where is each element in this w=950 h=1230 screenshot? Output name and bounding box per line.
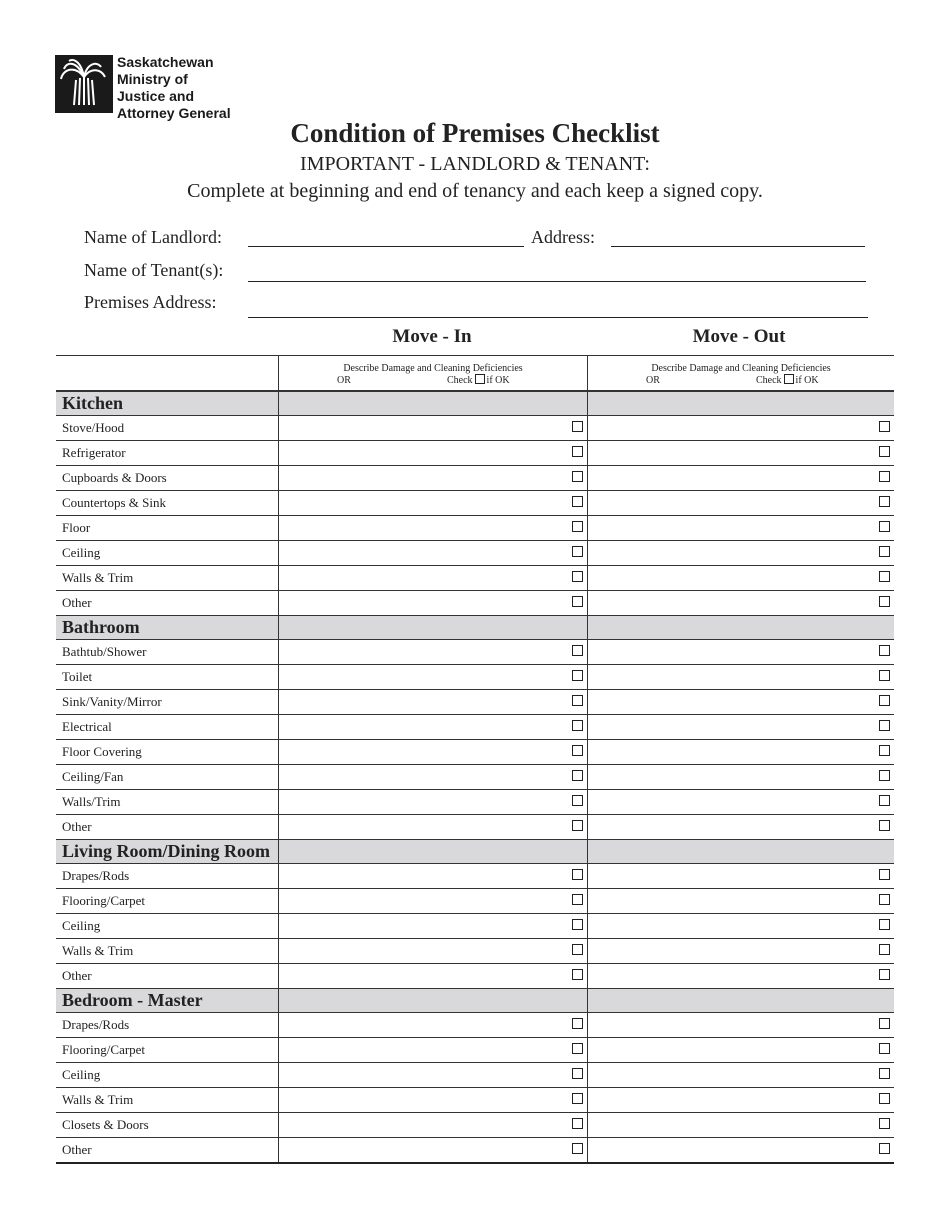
- move-out-description-field[interactable]: [588, 964, 895, 989]
- item-label: Walls & Trim: [56, 939, 279, 964]
- section-move-out-cell: [588, 989, 895, 1013]
- move-out-description-field[interactable]: [588, 939, 895, 964]
- item-label: Closets & Doors: [56, 1113, 279, 1138]
- checklist-row: [56, 715, 894, 740]
- move-in-description-field[interactable]: [279, 1038, 588, 1063]
- item-label: Refrigerator: [56, 441, 279, 466]
- move-out-description-field[interactable]: [588, 1088, 895, 1113]
- move-in-ok-checkbox[interactable]: [572, 695, 583, 706]
- item-label: Ceiling/Fan: [56, 765, 279, 790]
- item-label: Other: [56, 964, 279, 989]
- move-in-ok-checkbox[interactable]: [572, 1093, 583, 1104]
- move-out-description-field[interactable]: [588, 466, 895, 491]
- move-in-description-field[interactable]: [279, 665, 588, 690]
- move-in-ok-checkbox[interactable]: [572, 496, 583, 507]
- ministry-line: Attorney General: [117, 105, 231, 121]
- section-title: Living Room/Dining Room: [56, 840, 279, 864]
- checklist-row: [56, 566, 894, 591]
- move-out-ok-checkbox[interactable]: [879, 521, 890, 532]
- checklist-row: [56, 640, 894, 665]
- section-move-in-cell: [279, 616, 588, 640]
- section-row: [56, 391, 894, 416]
- move-out-ok-checkbox[interactable]: [879, 919, 890, 930]
- item-label: Flooring/Carpet: [56, 889, 279, 914]
- checklist-row: [56, 416, 894, 441]
- move-in-ok-checkbox[interactable]: [572, 571, 583, 582]
- move-out-description-field[interactable]: [588, 864, 895, 889]
- section-move-out-cell: [588, 391, 895, 416]
- move-in-ok-checkbox[interactable]: [572, 820, 583, 831]
- move-out-ok-checkbox[interactable]: [879, 645, 890, 656]
- checkbox-icon: [475, 374, 485, 384]
- move-in-description-field[interactable]: [279, 914, 588, 939]
- checklist-row: [56, 1063, 894, 1088]
- checklist-row: [56, 889, 894, 914]
- move-out-description-field[interactable]: [588, 1013, 895, 1038]
- page-title: Condition of Premises Checklist: [290, 118, 660, 148]
- move-in-ok-checkbox[interactable]: [572, 521, 583, 532]
- move-out-description-field[interactable]: [588, 690, 895, 715]
- move-in-ok-checkbox[interactable]: [572, 1118, 583, 1129]
- move-out-description-field[interactable]: [588, 516, 895, 541]
- item-label: Floor Covering: [56, 740, 279, 765]
- move-in-description-field[interactable]: [279, 466, 588, 491]
- describe-text: Describe Damage and Cleaning Deficiencies: [651, 363, 831, 374]
- section-title: Kitchen: [56, 391, 279, 416]
- move-in-description-field[interactable]: [279, 1063, 588, 1088]
- move-out-heading: Move - Out: [692, 326, 786, 347]
- move-in-description-field[interactable]: [279, 889, 588, 914]
- check-text: Check: [447, 375, 473, 386]
- move-out-ok-checkbox[interactable]: [879, 1118, 890, 1129]
- section-move-in-cell: [279, 391, 588, 416]
- move-out-description-field[interactable]: [588, 765, 895, 790]
- move-out-description-field[interactable]: [588, 1063, 895, 1088]
- move-in-instructions: [279, 356, 588, 392]
- move-in-description-field[interactable]: [279, 566, 588, 591]
- section-row: [56, 840, 894, 864]
- move-in-ok-checkbox[interactable]: [572, 795, 583, 806]
- move-in-description-field[interactable]: [279, 640, 588, 665]
- item-label: Sink/Vanity/Mirror: [56, 690, 279, 715]
- move-out-ok-checkbox[interactable]: [879, 820, 890, 831]
- checklist-row: [56, 466, 894, 491]
- item-label: Toilet: [56, 665, 279, 690]
- move-in-ok-checkbox[interactable]: [572, 421, 583, 432]
- item-label: Ceiling: [56, 914, 279, 939]
- section-move-out-cell: [588, 616, 895, 640]
- premises-field[interactable]: [248, 317, 868, 318]
- move-out-ok-checkbox[interactable]: [879, 795, 890, 806]
- premises-label: Premises Address:: [84, 292, 217, 312]
- item-label: Bathtub/Shower: [56, 640, 279, 665]
- move-out-description-field[interactable]: [588, 815, 895, 840]
- tenant-label: Name of Tenant(s):: [84, 260, 224, 280]
- address-field[interactable]: [611, 246, 865, 247]
- move-in-ok-checkbox[interactable]: [572, 596, 583, 607]
- move-in-ok-checkbox[interactable]: [572, 1068, 583, 1079]
- move-in-description-field[interactable]: [279, 441, 588, 466]
- move-in-description-field[interactable]: [279, 864, 588, 889]
- move-out-description-field[interactable]: [588, 715, 895, 740]
- move-out-ok-checkbox[interactable]: [879, 869, 890, 880]
- move-out-ok-checkbox[interactable]: [879, 1018, 890, 1029]
- checklist-row: [56, 1113, 894, 1138]
- move-out-ok-checkbox[interactable]: [879, 471, 890, 482]
- move-in-ok-checkbox[interactable]: [572, 919, 583, 930]
- section-title: Bathroom: [56, 616, 279, 640]
- move-in-ok-checkbox[interactable]: [572, 1043, 583, 1054]
- move-out-description-field[interactable]: [588, 566, 895, 591]
- move-in-ok-checkbox[interactable]: [572, 670, 583, 681]
- move-out-ok-checkbox[interactable]: [879, 745, 890, 756]
- move-out-description-field[interactable]: [588, 591, 895, 616]
- ministry-line: Ministry of: [117, 71, 188, 87]
- item-label: Electrical: [56, 715, 279, 740]
- move-out-description-field[interactable]: [588, 640, 895, 665]
- move-in-ok-checkbox[interactable]: [572, 894, 583, 905]
- move-out-ok-checkbox[interactable]: [879, 894, 890, 905]
- move-out-ok-checkbox[interactable]: [879, 1143, 890, 1154]
- move-out-ok-checkbox[interactable]: [879, 421, 890, 432]
- tenant-field[interactable]: [248, 281, 866, 282]
- move-in-ok-checkbox[interactable]: [572, 720, 583, 731]
- move-out-instructions: [588, 356, 895, 392]
- move-in-description-field[interactable]: [279, 964, 588, 989]
- move-in-ok-checkbox[interactable]: [572, 1143, 583, 1154]
- move-out-ok-checkbox[interactable]: [879, 546, 890, 557]
- item-label: Ceiling: [56, 541, 279, 566]
- move-out-ok-checkbox[interactable]: [879, 969, 890, 980]
- item-label: Stove/Hood: [56, 416, 279, 441]
- checklist-row: [56, 441, 894, 466]
- checklist-row: [56, 665, 894, 690]
- move-out-description-field[interactable]: [588, 416, 895, 441]
- move-out-description-field[interactable]: [588, 914, 895, 939]
- move-out-description-field[interactable]: [588, 889, 895, 914]
- move-out-description-field[interactable]: [588, 491, 895, 516]
- move-in-description-field[interactable]: [279, 541, 588, 566]
- checklist-row: [56, 740, 894, 765]
- move-in-description-field[interactable]: [279, 939, 588, 964]
- ministry-logo-icon: [55, 55, 113, 113]
- item-label: Drapes/Rods: [56, 864, 279, 889]
- describe-text: Describe Damage and Cleaning Deficiencies: [343, 363, 523, 374]
- move-out-ok-checkbox[interactable]: [879, 496, 890, 507]
- checklist-row: [56, 864, 894, 889]
- move-in-description-field[interactable]: [279, 1138, 588, 1164]
- move-out-ok-checkbox[interactable]: [879, 1043, 890, 1054]
- section-move-out-cell: [588, 840, 895, 864]
- move-in-ok-checkbox[interactable]: [572, 446, 583, 457]
- move-in-description-field[interactable]: [279, 1088, 588, 1113]
- or-text: OR: [646, 375, 660, 386]
- address-label: Address:: [531, 227, 595, 247]
- move-in-ok-checkbox[interactable]: [572, 770, 583, 781]
- landlord-label: Name of Landlord:: [84, 227, 222, 247]
- checklist-table: [56, 355, 894, 1164]
- item-label: Countertops & Sink: [56, 491, 279, 516]
- item-label: Walls & Trim: [56, 1088, 279, 1113]
- important-notice: IMPORTANT - LANDLORD & TENANT:: [300, 153, 650, 175]
- move-in-description-field[interactable]: [279, 516, 588, 541]
- move-in-description-field[interactable]: [279, 591, 588, 616]
- move-out-ok-checkbox[interactable]: [879, 670, 890, 681]
- move-out-description-field[interactable]: [588, 1038, 895, 1063]
- section-move-in-cell: [279, 840, 588, 864]
- move-in-ok-checkbox[interactable]: [572, 969, 583, 980]
- move-out-description-field[interactable]: [588, 665, 895, 690]
- checklist-row: [56, 964, 894, 989]
- section-row: [56, 616, 894, 640]
- move-out-ok-checkbox[interactable]: [879, 1093, 890, 1104]
- section-title: Bedroom - Master: [56, 989, 279, 1013]
- move-out-description-field[interactable]: [588, 541, 895, 566]
- move-out-ok-checkbox[interactable]: [879, 770, 890, 781]
- checklist-row: [56, 914, 894, 939]
- blank-header-cell: [56, 356, 279, 392]
- move-in-description-field[interactable]: [279, 740, 588, 765]
- item-label: Cupboards & Doors: [56, 466, 279, 491]
- item-label: Ceiling: [56, 1063, 279, 1088]
- move-out-ok-checkbox[interactable]: [879, 1068, 890, 1079]
- checklist-row: [56, 1138, 894, 1164]
- move-in-ok-checkbox[interactable]: [572, 745, 583, 756]
- item-label: Other: [56, 591, 279, 616]
- checklist-row: [56, 790, 894, 815]
- checklist-row: [56, 516, 894, 541]
- item-label: Drapes/Rods: [56, 1013, 279, 1038]
- check-text: Check: [756, 375, 782, 386]
- move-out-ok-checkbox[interactable]: [879, 695, 890, 706]
- move-in-description-field[interactable]: [279, 416, 588, 441]
- move-out-ok-checkbox[interactable]: [879, 571, 890, 582]
- move-in-ok-checkbox[interactable]: [572, 546, 583, 557]
- ministry-line: Saskatchewan: [117, 54, 214, 70]
- ministry-line: Justice and: [117, 88, 195, 104]
- item-label: Other: [56, 815, 279, 840]
- if-ok-text: if OK: [486, 375, 510, 386]
- move-in-description-field[interactable]: [279, 690, 588, 715]
- if-ok-text: if OK: [795, 375, 819, 386]
- move-out-ok-checkbox[interactable]: [879, 596, 890, 607]
- move-in-description-field[interactable]: [279, 1013, 588, 1038]
- move-out-description-field[interactable]: [588, 441, 895, 466]
- item-label: Flooring/Carpet: [56, 1038, 279, 1063]
- move-in-description-field[interactable]: [279, 790, 588, 815]
- checklist-row: [56, 1038, 894, 1063]
- column-description-row: [56, 356, 894, 392]
- move-in-heading: Move - In: [392, 326, 472, 347]
- move-in-description-field[interactable]: [279, 765, 588, 790]
- item-label: Other: [56, 1138, 279, 1164]
- checklist-row: [56, 939, 894, 964]
- move-in-ok-checkbox[interactable]: [572, 645, 583, 656]
- checklist-row: [56, 1088, 894, 1113]
- checklist-row: [56, 690, 894, 715]
- or-text: OR: [337, 375, 351, 386]
- move-out-description-field[interactable]: [588, 790, 895, 815]
- move-out-description-field[interactable]: [588, 1113, 895, 1138]
- move-out-ok-checkbox[interactable]: [879, 446, 890, 457]
- move-in-description-field[interactable]: [279, 491, 588, 516]
- move-out-ok-checkbox[interactable]: [879, 944, 890, 955]
- ministry-name: [117, 54, 231, 122]
- move-in-ok-checkbox[interactable]: [572, 1018, 583, 1029]
- move-out-ok-checkbox[interactable]: [879, 720, 890, 731]
- checklist-row: [56, 591, 894, 616]
- move-out-description-field[interactable]: [588, 1138, 895, 1164]
- checklist-row: [56, 1013, 894, 1038]
- checklist-row: [56, 765, 894, 790]
- item-label: Floor: [56, 516, 279, 541]
- move-in-description-field[interactable]: [279, 815, 588, 840]
- move-in-ok-checkbox[interactable]: [572, 944, 583, 955]
- move-in-description-field[interactable]: [279, 1113, 588, 1138]
- move-out-description-field[interactable]: [588, 740, 895, 765]
- checklist-row: [56, 491, 894, 516]
- checklist-row: [56, 815, 894, 840]
- checkbox-icon: [784, 374, 794, 384]
- instructions: Complete at beginning and end of tenancy and each keep a signed copy.: [187, 180, 763, 202]
- checklist-row: [56, 541, 894, 566]
- move-in-ok-checkbox[interactable]: [572, 471, 583, 482]
- move-in-ok-checkbox[interactable]: [572, 869, 583, 880]
- item-label: Walls & Trim: [56, 566, 279, 591]
- landlord-field[interactable]: [248, 246, 524, 247]
- item-label: Walls/Trim: [56, 790, 279, 815]
- section-row: [56, 989, 894, 1013]
- section-move-in-cell: [279, 989, 588, 1013]
- move-in-description-field[interactable]: [279, 715, 588, 740]
